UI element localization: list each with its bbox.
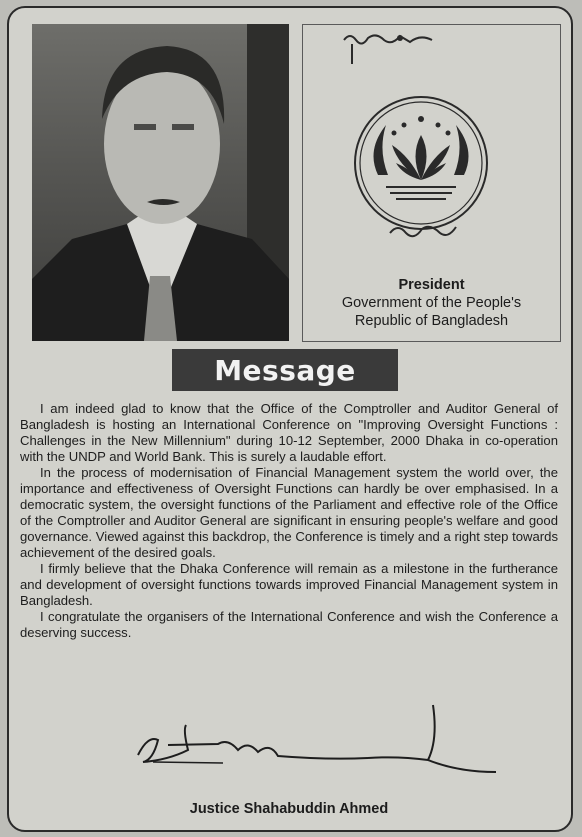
message-banner xyxy=(172,349,398,391)
president-role: President xyxy=(398,277,465,293)
message-heading: Message xyxy=(214,353,356,387)
president-portrait-photo xyxy=(32,24,289,341)
bangladesh-state-emblem xyxy=(348,95,494,245)
message-paragraph: I congratulate the organisers of the International Conference and wish the Conference a deserving success. xyxy=(20,609,558,640)
message-body xyxy=(20,401,558,641)
top-signature-mark xyxy=(340,28,450,68)
president-caption xyxy=(302,276,561,330)
message-paragraph: I am indeed glad to know that the Office of the Comptroller and Auditor General of Bangladesh is hosting an International Conference on "Improving Oversight Functions : Challenges in the New Millennium" during 10-12 September, 2000 Dhaka in co-operation with the UNDP and World Bank. This is surely a laudable effort. xyxy=(20,401,558,464)
message-paragraph: I firmly believe that the Dhaka Conference will remain as a milestone in the furtherance and development of oversight functions towards improved Financial Management system in Bangladesh. xyxy=(20,561,558,608)
signatory-name: Justice Shahabuddin Ahmed xyxy=(189,801,389,817)
handwritten-signature xyxy=(128,700,508,785)
message-paragraph: In the process of modernisation of Financial Management system the world over, the importance and effectiveness of Oversight Functions can hardly be over emphasised. In a democratic system, the oversight functions of the Parliament and effective role of the Office of the Comptroller and Auditor General are significant in ensuring people's welfare and good governance. Viewed against this backdrop, the Conference is timely and a right step towards achievement of the desired goals. xyxy=(20,465,558,560)
government-line-1: Government of the People's xyxy=(341,295,522,311)
government-line-2: Republic of Bangladesh xyxy=(354,313,509,329)
